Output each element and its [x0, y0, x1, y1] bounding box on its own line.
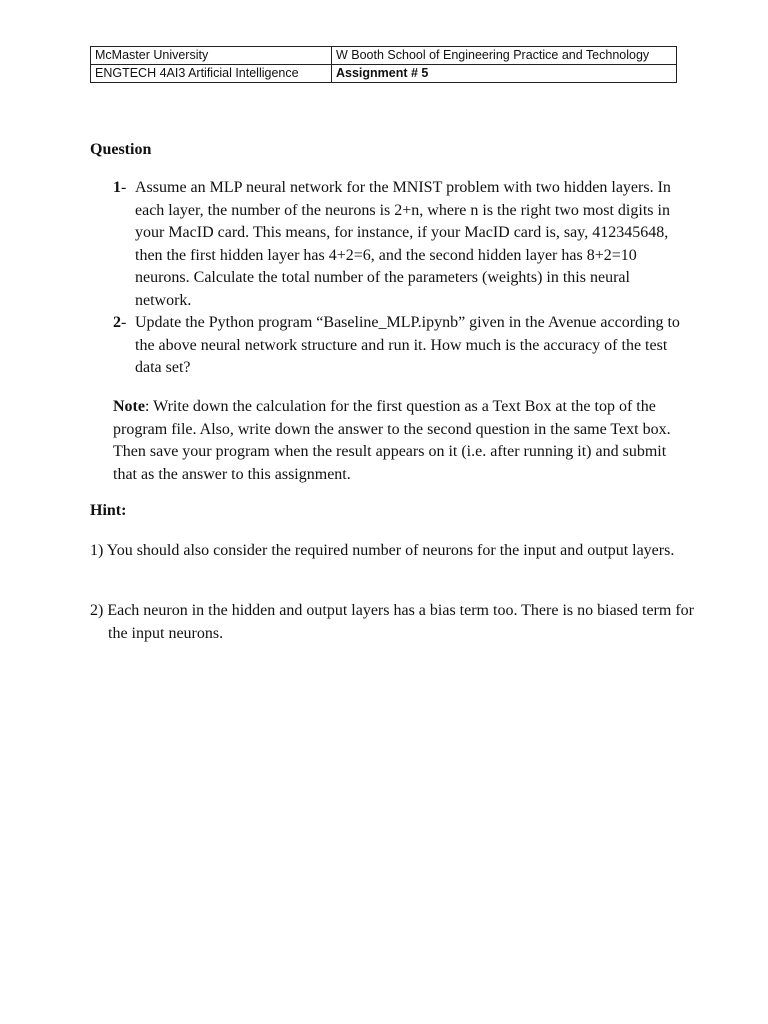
question-item-1 — [113, 177, 683, 312]
header-row — [91, 65, 677, 83]
school-name: W Booth School of Engineering Practice and Technology — [332, 47, 677, 65]
assignment-number: Assignment # 5 — [332, 65, 677, 83]
note-paragraph — [113, 396, 683, 486]
university-name: McMaster University — [91, 47, 332, 65]
header-row — [91, 47, 677, 65]
course-name: ENGTECH 4AI3 Artificial Intelligence — [91, 65, 332, 83]
header-table — [90, 46, 677, 83]
hint-item-1: 1) You should also consider the required number of neurons for the input and output layers. — [90, 542, 675, 559]
question-heading: Question — [90, 141, 152, 158]
question-text: Assume an MLP neural network for the MNIST problem with two hidden layers. In each layer, the number of the neurons is 2+n, where n is the right two most digits in your MacID card. This means, for instance, if your MacID card is, say, 412345648, then the first hidden layer has 4+2=6, and the second hidden layer has 8+2=10 neurons. Calculate the total number of the parameters (weights) in this neural network. — [135, 179, 671, 309]
note-text: : Write down the calculation for the first question as a Text Box at the top of the program file. Also, write down the answer to the second question in the same Text box. Then save your program when the result appears on it (i.e. after running it) and submit that as the answer to this assignment. — [113, 398, 671, 483]
question-number: 1- — [113, 179, 127, 196]
question-text: Update the Python program “Baseline_MLP.ipynb” given in the Avenue according to the above neural network structure and run it. How much is the accuracy of the test data set? — [135, 314, 680, 376]
hint-heading: Hint: — [90, 502, 127, 519]
note-label: Note — [113, 398, 145, 415]
question-number: 2- — [113, 314, 127, 331]
question-list — [113, 177, 683, 380]
hint-item-2: 2) Each neuron in the hidden and output layers has a bias term too. There is no biased term for the input neurons. — [90, 602, 694, 642]
question-item-2 — [113, 312, 683, 380]
